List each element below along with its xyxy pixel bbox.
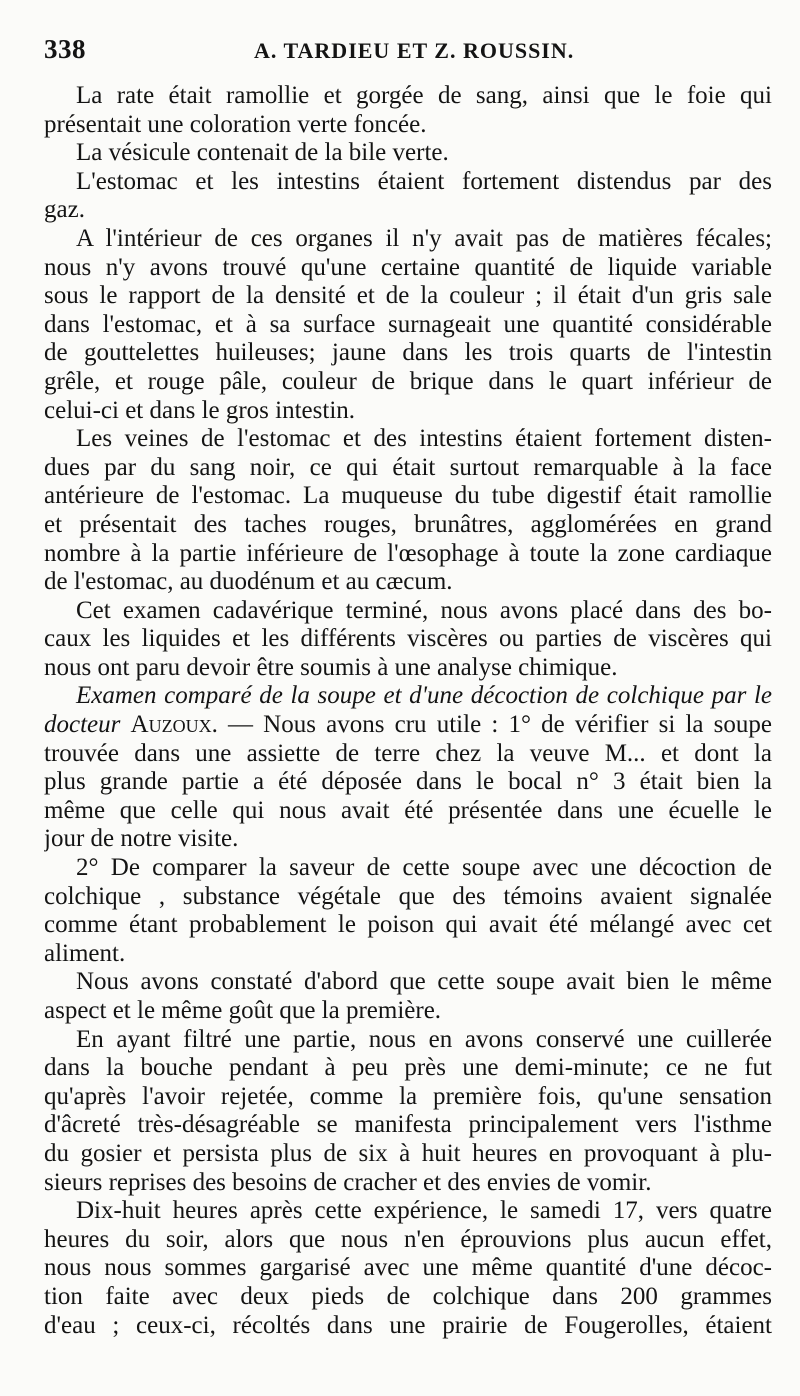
text-line: aspect et le même goût que la première.: [44, 997, 442, 1024]
text-line: nous n'y avons trouvé qu'une certaine quantité de liquide variable: [44, 253, 772, 281]
text-line: jour de notre visite.: [44, 825, 239, 853]
text-line: trouvée dans une assiette de terre chez la veuve M... et dont la: [44, 739, 772, 767]
author-name: Auzoux: [130, 711, 212, 739]
text-line: A l'intérieur de ces organes il n'y avait pas de matières fécales;: [76, 224, 772, 252]
text-line: La rate était ramollie et gorgée de sang, ainsi que le foie qui: [76, 82, 772, 109]
line-rest: . — Nous avons cru utile : 1° de vérifier si la soupe: [211, 711, 772, 739]
text-line: comme étant probablement le poison qui avait été mélangé avec cet: [44, 911, 772, 939]
text-line: qu'après l'avoir rejetée, comme la première fois, qu'une sensation: [44, 1082, 772, 1110]
text-line: dues par du sang noir, ce qui était surtout remarquable à la face: [44, 453, 772, 481]
text-line: colchique , substance végétale que des témoins avaient signalée: [44, 882, 772, 910]
text-line: du gosier et persista plus de six à huit heures en provoquant à plu-: [44, 1139, 772, 1167]
text-line: et présentait des taches rouges, brunâtres, agglomérées en grand: [44, 510, 772, 538]
text-line: [44, 711, 772, 740]
line-italic-part: docteur: [44, 711, 131, 739]
text-line: présentait une coloration verte foncée.: [44, 110, 427, 138]
text-line: dans la bouche pendant à peu près une demi-minute; ce ne fut: [44, 1054, 772, 1082]
text-line: plus grande partie a été déposée dans le bocal n° 3 était bien la: [44, 768, 772, 796]
text-line: dans l'estomac, et à sa surface surnageait une quantité considérable: [44, 310, 772, 338]
text-line: En ayant filtré une partie, nous en avons conservé une cuillerée: [76, 1025, 772, 1053]
text-line: La vésicule contenait de la bile verte.: [76, 139, 449, 167]
page-header: [44, 34, 774, 74]
text-line: sous le rapport de la densité et de la couleur ; il était d'un gris sale: [44, 282, 772, 310]
text-line: nous nous sommes gargarisé avec une même quantité d'une décoc-: [44, 1254, 772, 1282]
text-line: de gouttelettes huileuses; jaune dans les trois quarts de l'intestin: [44, 339, 772, 367]
text-line: tion faite avec deux pieds de colchique dans 200 grammes: [44, 1282, 772, 1310]
text-line: Dix-huit heures après cette expérience, le samedi 17, vers quatre: [76, 1197, 772, 1225]
text-line: L'estomac et les intestins étaient fortement distendus par des: [76, 167, 772, 195]
text-line: même que celle qui nous avait été présentée dans une écuelle le: [44, 796, 772, 824]
text-line: Cet examen cadavérique terminé, nous avons placé dans des bo-: [76, 596, 772, 624]
text-line: heures du soir, alors que nous n'en éprouvions plus aucun effet,: [44, 1225, 772, 1253]
text-line: d'âcreté très-désagréable se manifesta principalement vers l'isthme: [44, 1111, 772, 1139]
text-line: Les veines de l'estomac et des intestins étaient fortement disten-: [76, 425, 772, 453]
text-line: Examen comparé de la soupe et d'une décoction de colchique par le: [76, 682, 772, 710]
text-line: antérieure de l'estomac. La muqueuse du tube digestif était ramollie: [44, 482, 772, 510]
text-line: gaz.: [44, 196, 85, 224]
text-line: nombre à la partie inférieure de l'œsophage à toute la zone cardiaque: [44, 539, 772, 567]
text-line: 2° De comparer la saveur de cette soupe avec une décoction de: [76, 854, 772, 882]
body-text: [44, 82, 772, 1340]
text-line: celui-ci et dans le gros intestin.: [44, 396, 356, 424]
text-line: d'eau ; ceux-ci, récoltés dans une prairie de Fougerolles, étaient: [44, 1311, 772, 1339]
text-line: Nous avons constaté d'abord que cette soupe avait bien le même: [76, 968, 772, 996]
text-line: aliment.: [44, 939, 126, 967]
text-line: sieurs reprises des besoins de cracher et des envies de vomir.: [44, 1168, 652, 1196]
running-title: A. TARDIEU ET Z. ROUSSIN.: [254, 38, 575, 63]
text-line: nous ont paru devoir être soumis à une analyse chimique.: [44, 653, 618, 681]
text-line: caux les liquides et les différents viscères ou parties de viscères qui: [44, 625, 772, 653]
text-line: grêle, et rouge pâle, couleur de brique dans le quart inférieur de: [44, 367, 772, 395]
text-line: de l'estomac, au duodénum et au cæcum.: [44, 568, 453, 596]
page-number: 338: [44, 34, 86, 64]
